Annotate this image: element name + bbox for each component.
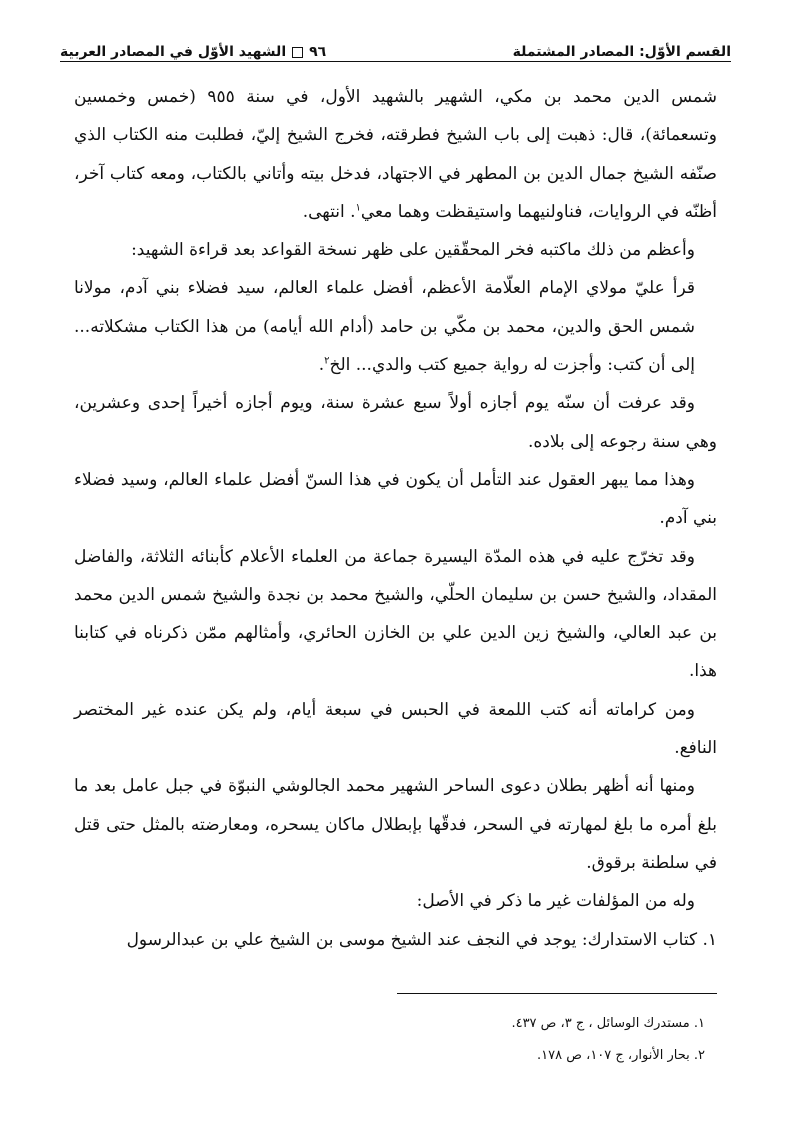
paragraph-6: ومن كراماته أنه كتب اللمعة في الحبس في سبعة أيام، ولم يكن عنده غير المختصر النافع. (74, 699, 717, 759)
footnote-ref-1[interactable]: ١ (355, 202, 361, 214)
square-ornament-icon (292, 47, 303, 58)
section-title: القسم الأوّل: المصادر المشتملة (512, 44, 731, 60)
footnote-2: ٢. بحار الأنوار، ج ١٠٧، ص ١٧٨. (537, 1048, 705, 1063)
paragraph-7: ومنها أنه أظهر بطلان دعوى الساحر الشهير محمد الجالوشي النبوّة في جبل عامل بعد ما بلغ أمره ما بلغ لمهارته في السحر، فدقّها بإبطلال ماكان يسحره، ومعارضته بالمثل حتى قتل في سلطنة برقوق. (74, 776, 717, 873)
paragraph-4: وهذا مما يبهر العقول عند التأمل أن يكون في هذا السنّ أفضل علماء العالم، وسيد فضلاء بني آدم. (74, 469, 717, 529)
header-running-title (60, 44, 326, 60)
paragraph-3: وقد عرفت أن سنّه يوم أجازه أولاً سبع عشرة سنة، ويوم أجازه أخيراً إحدى وعشرين، وهي سنة رجوعه إلى بلاده. (74, 393, 717, 452)
quote-block: قرأ عليّ مولاي الإمام العلّامة الأعظم، أفضل علماء العالم، سيد فضلاء بني آدم، مولانا شمس الحق والدين، محمد بن مكّي بن حامد (أدام الله أيامه) من هذا الكتاب مشكلاته... إلى أن كتب: وأجزت له رواية جميع كتب والدي... الخ$^٢$. (74, 278, 695, 376)
footnotes (74, 1008, 717, 1072)
header-divider (60, 61, 731, 62)
paragraph-8: وله من المؤلفات غير ما ذكر في الأصل: (416, 891, 695, 912)
page-body (74, 78, 717, 959)
page-header (60, 30, 731, 60)
paragraph-1: شمس الدين محمد بن مكي، الشهير بالشهيد الأول، في سنة ٩٥٥ (خمس وخمسين وتسعمائة)، قال: ذهبت إلى باب الشيخ فطرقته، فخرج الشيخ إليّ، فطلبت منه الكتاب الذي صنّفه الشيخ جمال الدين بن المطهر في الاجتهاد، فدخل بيته وأتاني بالكتاب، ومعه كتاب آخر، أظنّه في الروايات، فناولنيهما واستيقظت وهما معي$^١$. انتهى. (74, 87, 718, 222)
footnote-divider (397, 993, 717, 994)
page-number: ٩٦ (309, 44, 327, 60)
running-title: الشهيد الأوّل في المصادر العربية (60, 44, 287, 60)
footnote-1: ١. مستدرك الوسائل ، ج ٣، ص ٤٣٧. (511, 1016, 705, 1031)
paragraph-2: وأعظم من ذلك ماكتبه فخر المحقّقين على ظهر نسخة القواعد بعد قراءة الشهيد: (131, 240, 695, 261)
paragraph-5: وقد تخرّج عليه في هذه المدّة اليسيرة جماعة من العلماء الأعلام كأبنائه الثلاثة، والفاضل المقداد، والشيخ حسن بن سليمان الحلّي، والشيخ محمد بن نجدة والشيخ شمس الدين محمد بن عبد العالي، والشيخ زين الدين علي بن الخازن الحائري، وأمثالهم ممّن ذكرناه في كتابنا هذا. (74, 546, 717, 682)
footnote-ref-2[interactable]: ٢ (324, 355, 330, 367)
list-item-1: ١. كتاب الاستدارك: يوجد في النجف عند الشيخ موسى بن الشيخ علي بن عبدالرسول (126, 929, 717, 950)
